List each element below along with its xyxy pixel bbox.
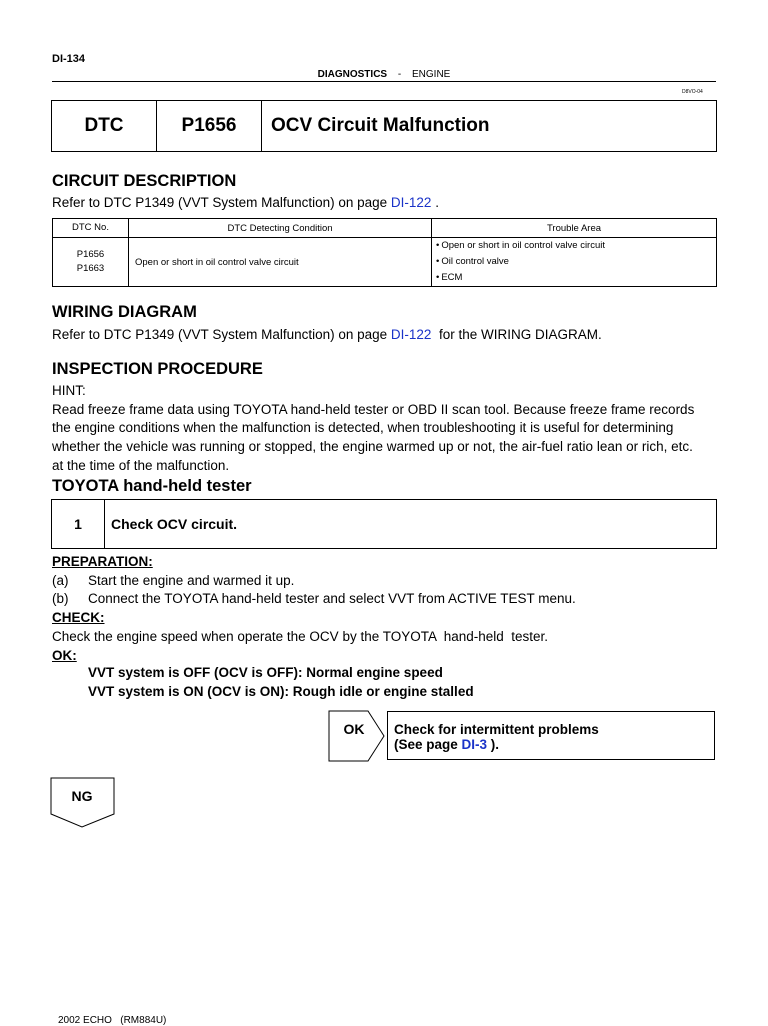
ok-spec-line: VVT system is ON (OCV is ON): Rough idle or engine stalled — [88, 684, 474, 699]
dtc-number: P1656 — [76, 249, 105, 260]
table-header-condition: DTC Detecting Condition — [129, 219, 432, 238]
section-separator: - — [397, 69, 402, 80]
ok-label: OK: — [52, 647, 77, 663]
condition-cell: Open or short in oil control valve circuit — [129, 238, 432, 287]
trouble-area-cell — [432, 238, 717, 287]
ok-tag-label: OK — [343, 721, 365, 737]
check-text: Check the engine speed when operate the OCV by the TOYOTA hand-held tester. — [52, 628, 549, 644]
trouble-area-item: • ECM — [436, 270, 716, 286]
wiring-diagram-text-b: for the WIRING DIAGRAM. — [431, 327, 602, 342]
step-title: Check OCV circuit. — [111, 516, 238, 532]
link-di-122[interactable]: DI-122 — [390, 195, 432, 210]
wiring-diagram-heading: WIRING DIAGRAM — [52, 303, 197, 321]
list-text: Connect the TOYOTA hand-held tester and select VVT from ACTIVE TEST menu. — [88, 591, 576, 607]
hint-line: at the time of the malfunction. — [52, 457, 230, 473]
step-1-box — [51, 499, 717, 549]
circuit-description-text — [52, 194, 439, 213]
table-header-dtc-no: DTC No. — [53, 219, 129, 238]
table-header-row — [53, 219, 717, 238]
ok-result-text: (See page — [394, 737, 462, 752]
list-text: Start the engine and warmed it up. — [88, 572, 295, 588]
trouble-area-item: • Open or short in oil control valve circuit — [436, 238, 716, 254]
dtc-title: OCV Circuit Malfunction — [271, 115, 490, 136]
inspection-heading: INSPECTION PROCEDURE — [52, 360, 263, 378]
section-name: DIAGNOSTICS — [317, 69, 388, 80]
hint-line: whether the vehicle was running or stopped, the engine warmed up or not, the air-fuel ratio lean or rich, etc. — [52, 439, 693, 455]
trouble-area-item: • Oil control valve — [436, 254, 716, 270]
preparation-label: PREPARATION: — [52, 554, 153, 569]
link-di-3[interactable]: DI-3 — [461, 737, 488, 752]
tester-heading: TOYOTA hand-held tester — [52, 477, 252, 495]
step-number: 1 — [52, 500, 105, 548]
ok-result-box — [387, 711, 715, 760]
wiring-diagram-text — [52, 326, 602, 345]
hint-line: Read freeze frame data using TOYOTA hand-held tester or OBD II scan tool. Because freeze frame records — [52, 401, 695, 417]
header-rule — [52, 81, 716, 82]
ok-result-line — [394, 737, 714, 752]
dtc-table — [52, 218, 717, 287]
hint-block — [52, 382, 722, 476]
dtc-number: P1663 — [76, 263, 105, 274]
preparation-block — [52, 553, 576, 665]
dtc-label: DTC — [52, 101, 157, 151]
table-header-trouble-area: Trouble Area — [432, 219, 717, 238]
list-item — [52, 572, 576, 591]
list-marker: (b) — [52, 591, 69, 607]
check-label: CHECK: — [52, 610, 105, 626]
ok-spec-line: VVT system is OFF (OCV is OFF): Normal engine speed — [88, 665, 443, 680]
ng-tag-label: NG — [71, 788, 93, 804]
subsection-name: ENGINE — [412, 69, 451, 80]
dtc-title-box — [51, 100, 717, 152]
ok-result-line: Check for intermittent problems — [394, 722, 599, 737]
wiring-diagram-text-a: Refer to DTC P1349 (VVT System Malfunction) on page — [52, 327, 391, 342]
circuit-description-text-b: . — [431, 195, 439, 210]
doc-id: D8VO-04 — [682, 89, 703, 95]
list-marker: (a) — [52, 572, 69, 588]
dtc-code: P1656 — [157, 101, 262, 151]
dtc-numbers-cell — [53, 238, 129, 287]
circuit-description-heading: CIRCUIT DESCRIPTION — [52, 172, 237, 190]
list-item — [52, 590, 576, 609]
link-di-122[interactable]: DI-122 — [390, 327, 432, 342]
hint-label: HINT: — [52, 383, 86, 398]
footer-text: 2002 ECHO (RM884U) — [58, 1015, 167, 1026]
circuit-description-text-a: Refer to DTC P1349 (VVT System Malfunction) on page — [52, 195, 391, 210]
hint-line: the engine conditions when the malfunction is detected, when troubleshooting it is useful for determining — [52, 420, 674, 436]
page-number: DI-134 — [52, 53, 86, 65]
section-header — [0, 69, 768, 80]
table-row — [53, 238, 717, 287]
ok-result-text: ). — [487, 737, 500, 752]
